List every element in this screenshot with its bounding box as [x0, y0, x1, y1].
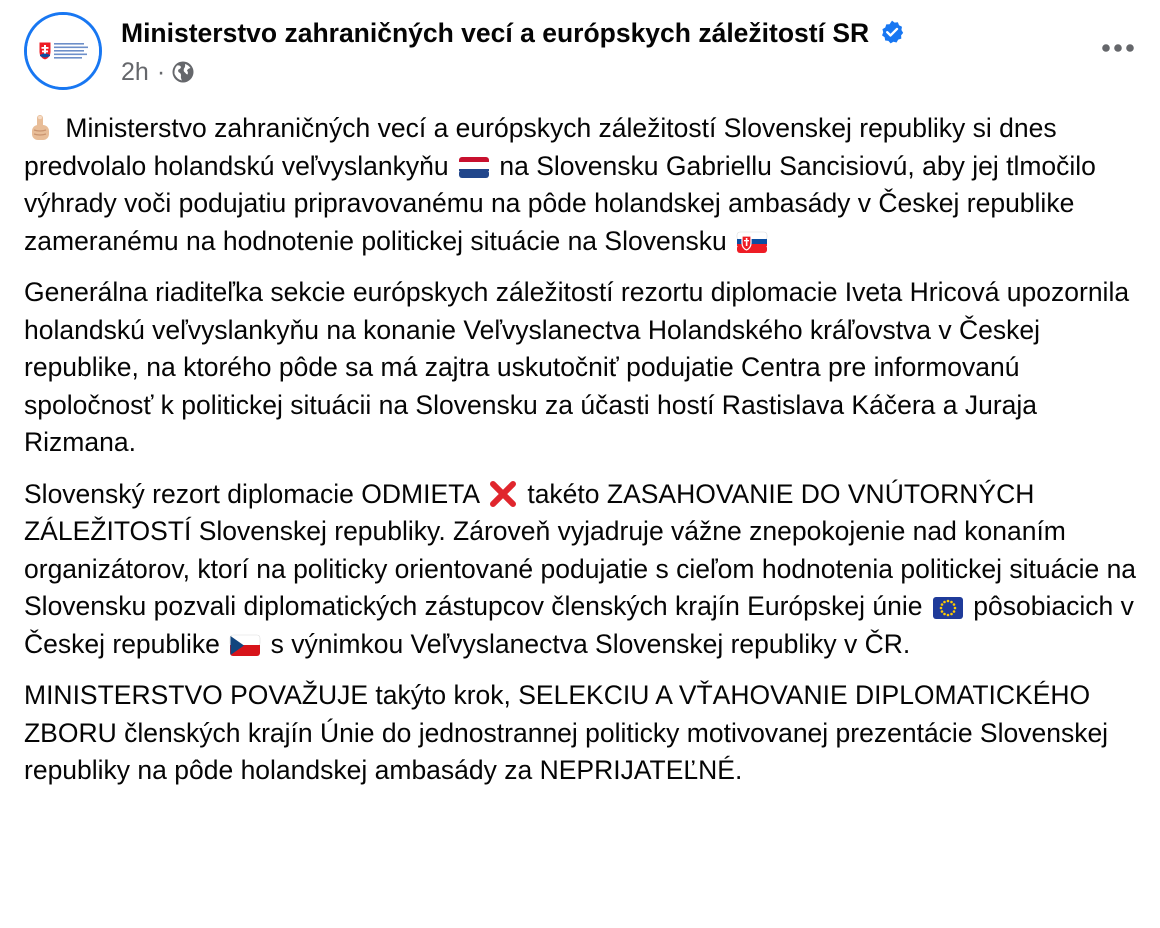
- post-header: [24, 12, 1140, 96]
- post-meta: [121, 58, 195, 87]
- paragraph-2: [24, 274, 1140, 462]
- verified-badge-icon: [879, 19, 905, 45]
- globe-icon[interactable]: [171, 60, 195, 84]
- meta-separator: ·: [156, 58, 166, 86]
- page-name-text: Ministerstvo zahraničných vecí a európskych záležitostí SR: [121, 18, 870, 48]
- index-pointing-up-icon: [26, 113, 56, 143]
- paragraph-2-text: Generálna riaditeľka sekcie európskych záležitostí rezortu diplomacie Iveta Hricová upozornila holandskú veľvyslankyňu na konanie Veľvyslanectva Holandského kráľovstva v Českej republike, na ktorého pôde sa má zajtra uskutočniť podujatie Centra pre informovanú spoločnosť k politickej situácii na Slovensku za účasti hostí Rastislava Káčera a Juraja Rizmana.: [24, 277, 1130, 457]
- paragraph-3: [24, 476, 1140, 664]
- more-options-button[interactable]: [1096, 26, 1140, 70]
- paragraph-4: [24, 677, 1140, 790]
- page-name-link[interactable]: [121, 18, 905, 49]
- more-options-icon: [1101, 43, 1135, 53]
- paragraph-3-text-a: Slovenský rezort diplomacie ODMIETA: [24, 478, 479, 509]
- paragraph-4-text: MINISTERSTVO POVAŽUJE takýto krok, SELEKCIU A VŤAHOVANIE DIPLOMATICKÉHO ZBORU členských krajín Únie do jednostrannej politicky motivovanej prezentácie Slovenskej republiky na pôde holandskej ambasády za NEPRIJATEĽNÉ.: [24, 680, 1109, 785]
- paragraph-1-text-b: na Slovensku Gabriellu Sancisiovú, aby jej tlmočilo výhrady voči podujatiu pripravovanému na pôde holandskej ambasády v Českej republike zameranému na hodnotenie politickej situácie na Slovensku: [24, 150, 1096, 256]
- paragraph-3-text-b: takéto ZASAHOVANIE DO VNÚTORNÝCH ZÁLEŽITOSTÍ Slovenskej republiky. Zároveň vyjadruje vážne znepokojenie nad konaním organizátorov, ktorí na politicky orientované podujatie s cieľom hodnotenia politickej situácie na Slovensku pozvali diplomatických zástupcov členských krajín Európskej únie: [24, 478, 1137, 621]
- paragraph-1: [24, 110, 1140, 260]
- eu-flag-icon: [932, 595, 964, 621]
- cross-mark-icon: [488, 479, 518, 509]
- slovakia-flag-icon: [736, 230, 768, 256]
- czech-flag-icon: [229, 633, 261, 659]
- paragraph-3-text-c: pôsobiacich v Českej republike: [24, 591, 1134, 659]
- ministry-logo-icon: [27, 15, 99, 87]
- paragraph-1-text-a: Ministerstvo zahraničných vecí a európskych záležitostí Slovenskej republiky si dnes predvolalo holandskú veľvyslankyňu: [24, 113, 1057, 181]
- paragraph-3-text-d: s výnimkou Veľvyslanectva Slovenskej republiky v ČR.: [270, 628, 911, 659]
- post-content: [24, 110, 1140, 804]
- avatar[interactable]: [24, 12, 102, 90]
- netherlands-flag-icon: [458, 155, 490, 181]
- timestamp-link[interactable]: 2h: [121, 58, 149, 86]
